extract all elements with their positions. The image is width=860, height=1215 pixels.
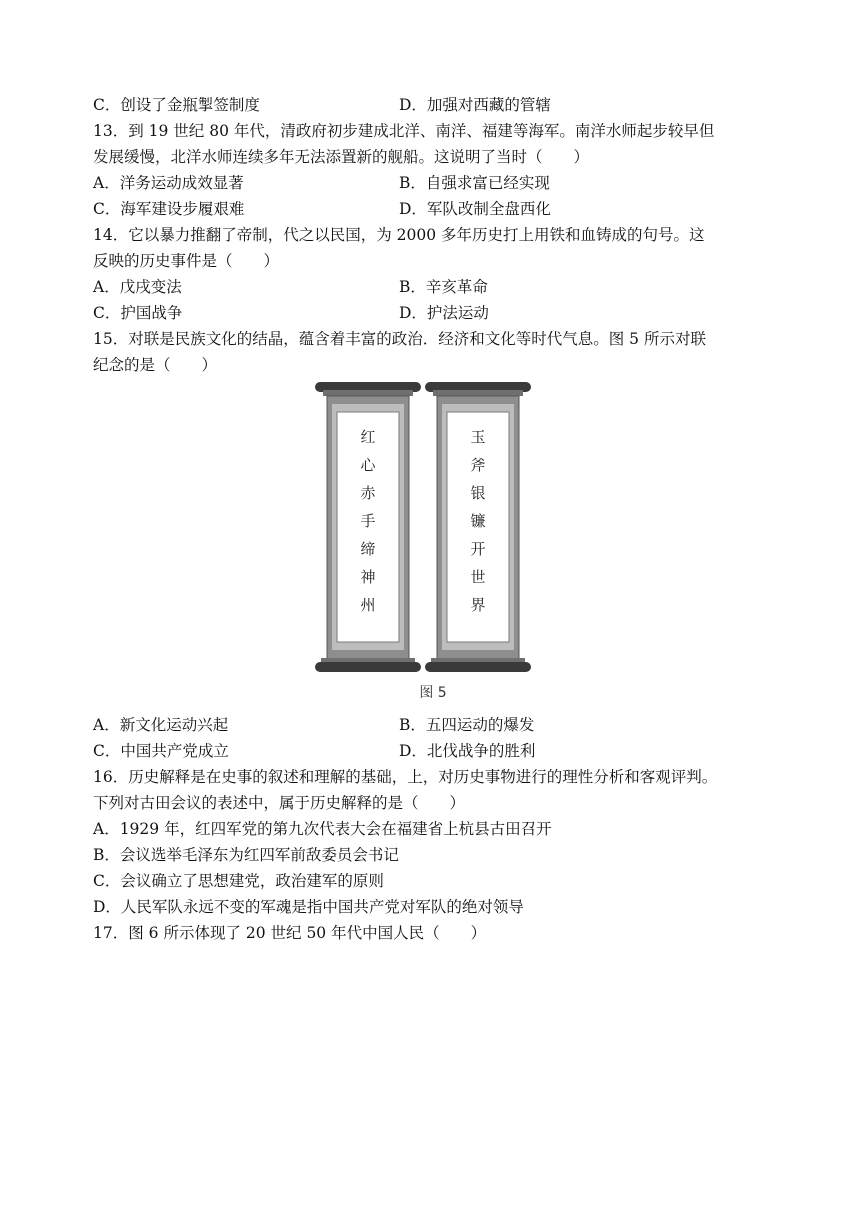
q15-option-c: C．中国共产党成立 bbox=[93, 742, 229, 760]
right_scroll-char: 界 bbox=[470, 596, 486, 614]
q13-option-b: B．自强求富已经实现 bbox=[399, 174, 550, 192]
q14-options-ab bbox=[93, 274, 773, 300]
q14-stem-line-2: 反映的历史事件是（ ） bbox=[93, 252, 280, 270]
q16-stem-line-1: 16．历史解释是在史事的叙述和理解的基础，上，对历史事物进行的理性分析和客观评判。 bbox=[93, 768, 718, 786]
left_scroll-char: 红 bbox=[360, 428, 376, 446]
q13-option-d: D．军队改制全盘西化 bbox=[399, 200, 551, 218]
q15-options-cd bbox=[93, 738, 773, 764]
q15-stem-line-2: 纪念的是（ ） bbox=[93, 356, 218, 374]
q14-stem-line-1: 14．它以暴力推翻了帝制，代之以民国，为 2000 多年历史打上用铁和血铸成的句号。这 bbox=[93, 226, 705, 244]
q16-stem-line-2: 下列对古田会议的表述中，属于历史解释的是（ ） bbox=[93, 794, 466, 812]
left_scroll-char: 缔 bbox=[360, 540, 376, 558]
q13-stem-line-2: 发展缓慢，北洋水师连续多年无法添置新的舰船。这说明了当时（ ） bbox=[93, 148, 590, 166]
q16-option-c: C．会议确立了思想建党，政治建军的原则 bbox=[93, 872, 384, 890]
right_scroll-char: 玉 bbox=[470, 428, 486, 446]
q14-option-a: A．戊戌变法 bbox=[93, 278, 182, 296]
q15-options-ab bbox=[93, 712, 773, 738]
exam-page bbox=[93, 92, 773, 946]
q13-option-c: C．海军建设步履艰难 bbox=[93, 200, 245, 218]
couplet-figure bbox=[93, 378, 773, 712]
q14-options-cd bbox=[93, 300, 773, 326]
left_scroll-char: 州 bbox=[360, 596, 376, 614]
left_scroll-char: 手 bbox=[360, 512, 376, 530]
q13-options-ab bbox=[93, 170, 773, 196]
right_scroll-char: 银 bbox=[470, 484, 486, 502]
q14-option-d: D．护法运动 bbox=[399, 304, 489, 322]
q13-stem-line-1: 13．到 19 世纪 80 年代，清政府初步建成北洋、南洋、福建等海军。南洋水师起步较早但 bbox=[93, 122, 715, 140]
q13-options-cd bbox=[93, 196, 773, 222]
q15-stem-line-1: 15．对联是民族文化的结晶，蕴含着丰富的政治．经济和文化等时代气息。图 5 所示对联 bbox=[93, 330, 706, 348]
q15-option-d: D．北伐战争的胜利 bbox=[399, 742, 536, 760]
q16-option-d: D．人民军队永远不变的军魂是指中国共产党对军队的绝对领导 bbox=[93, 898, 524, 916]
figure-caption: 图 5 bbox=[419, 685, 447, 701]
right_scroll-char: 开 bbox=[470, 540, 486, 558]
q16-option-a: A．1929 年，红四军党的第九次代表大会在福建省上杭县古田召开 bbox=[93, 820, 552, 838]
q15-option-b: B．五四运动的爆发 bbox=[399, 716, 535, 734]
left_scroll-char: 心 bbox=[360, 456, 376, 474]
right_scroll-char: 镰 bbox=[470, 512, 486, 530]
q12-options-cd bbox=[93, 92, 773, 118]
q13-option-a: A．洋务运动成效显著 bbox=[93, 174, 244, 192]
couplet-scrolls-illustration bbox=[313, 382, 533, 678]
q12-option-d: D．加强对西藏的管辖 bbox=[399, 96, 551, 114]
q16-option-b: B．会议选举毛泽东为红四军前敌委员会书记 bbox=[93, 846, 399, 864]
right_scroll-char: 世 bbox=[470, 568, 486, 586]
left-scroll bbox=[315, 382, 421, 672]
right_scroll-char: 斧 bbox=[470, 456, 486, 474]
q12-option-c: C．创设了金瓶掣签制度 bbox=[93, 96, 260, 114]
q17-stem-line-1: 17．图 6 所示体现了 20 世纪 50 年代中国人民（ ） bbox=[93, 924, 487, 942]
left_scroll-char: 赤 bbox=[360, 484, 376, 502]
right-scroll bbox=[425, 382, 531, 672]
q14-option-c: C．护国战争 bbox=[93, 304, 183, 322]
left_scroll-char: 神 bbox=[360, 568, 376, 586]
q15-option-a: A．新文化运动兴起 bbox=[93, 716, 229, 734]
q14-option-b: B．辛亥革命 bbox=[399, 278, 488, 296]
